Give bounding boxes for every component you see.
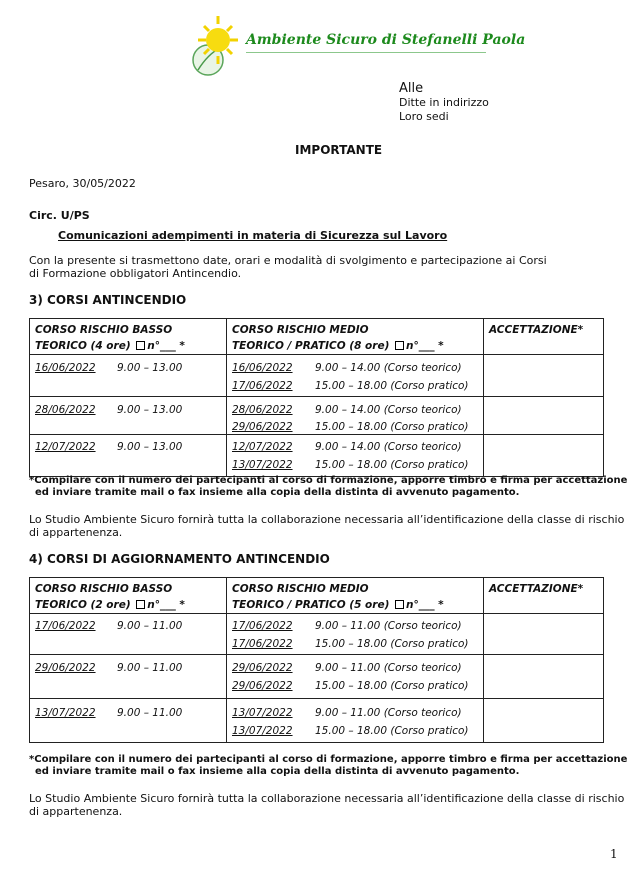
course-table: [29, 318, 604, 477]
section-heading: 4) CORSI DI AGGIORNAMENTO ANTINCENDIO: [29, 552, 330, 566]
table-row: 17/06/2022 9.00 – 11.00 17/06/2022 9.00 – 11.00 (Corso teorico) 17/06/2022 15.00 – 18.00 (Corso pratico): [30, 614, 604, 655]
checkbox-icon[interactable]: [395, 341, 404, 350]
checkbox-icon[interactable]: [395, 600, 404, 609]
checkbox-icon[interactable]: [136, 600, 145, 609]
note-line-1: *Compilare con il numero dei partecipanti al corso di formazione, apporre timbro e firma per accettazione: [29, 754, 628, 765]
footer-line-1: Lo Studio Ambiente Sicuro fornirà tutta la collaborazione necessaria all’identificazione della classe di rischio: [29, 513, 625, 526]
table-row: 29/06/2022 9.00 – 11.00 29/06/2022 9.00 – 11.00 (Corso teorico) 29/06/2022 15.00 – 18.00 (Corso pratico): [30, 655, 604, 699]
footer-line-1: Lo Studio Ambiente Sicuro fornirà tutta la collaborazione necessaria all’identificazione della classe di rischio: [29, 792, 625, 805]
table-row: 12/07/2022 9.00 – 13.00 12/07/2022 9.00 – 14.00 (Corso teorico) 13/07/2022 15.00 – 18.00 (Corso pratico): [30, 435, 604, 477]
section-heading: 3) CORSI ANTINCENDIO: [29, 293, 187, 307]
company-logo: [188, 14, 526, 76]
header-cell-medium-risk: CORSO RISCHIO MEDIO TEORICO / PRATICO (5 ore) n°___ *: [227, 578, 484, 614]
place-date: Pesaro, 30/05/2022: [29, 177, 136, 190]
addressee-line-3: Loro sedi: [399, 110, 449, 123]
intro-line-1: Con la presente si trasmettono date, orari e modalità di svolgimento e partecipazione ai Corsi: [29, 254, 547, 267]
brand-underline: [246, 52, 486, 53]
acceptance-cell[interactable]: [484, 655, 604, 699]
acceptance-cell[interactable]: [484, 435, 604, 477]
addressee-line-2: Ditte in indirizzo: [399, 96, 489, 109]
brand-name: Ambiente Sicuro di Stefanelli Paola: [246, 32, 526, 48]
page-number: 1: [610, 847, 618, 861]
header-cell-acceptance: ACCETTAZIONE*: [484, 578, 604, 614]
table-row: 28/06/2022 9.00 – 13.00 28/06/2022 9.00 – 14.00 (Corso teorico) 29/06/2022 15.00 – 18.00 (Corso pratico): [30, 397, 604, 435]
page-title: IMPORTANTE: [295, 143, 383, 157]
course-table: [29, 577, 604, 743]
note-line-2: ed inviare tramite mail o fax insieme alla copia della distinta di avvenuto pagamento.: [35, 766, 520, 777]
circular-ref: Circ. U/PS: [29, 209, 90, 222]
footer-line-2: di appartenenza.: [29, 805, 123, 818]
subject-line: Comunicazioni adempimenti in materia di Sicurezza sul Lavoro: [58, 229, 448, 242]
acceptance-cell[interactable]: [484, 355, 604, 397]
addressee-line-1: Alle: [399, 81, 424, 96]
sun-leaf-logo-icon: [188, 14, 248, 76]
acceptance-cell[interactable]: [484, 614, 604, 655]
checkbox-icon[interactable]: [136, 341, 145, 350]
note-line-1: *Compilare con il numero dei partecipanti al corso di formazione, apporre timbro e firma per accettazione: [29, 475, 628, 486]
header-cell-medium-risk: CORSO RISCHIO MEDIO TEORICO / PRATICO (8 ore) n°___ *: [227, 319, 484, 355]
note-line-2: ed inviare tramite mail o fax insieme alla copia della distinta di avvenuto pagamento.: [35, 487, 520, 498]
table-row: 13/07/2022 9.00 – 11.00 13/07/2022 9.00 – 11.00 (Corso teorico) 13/07/2022 15.00 – 18.00 (Corso pratico): [30, 699, 604, 743]
acceptance-cell[interactable]: [484, 397, 604, 435]
header-cell-acceptance: ACCETTAZIONE*: [484, 319, 604, 355]
table-row: 16/06/2022 9.00 – 13.00 16/06/2022 9.00 – 14.00 (Corso teorico) 17/06/2022 15.00 – 18.00 (Corso pratico): [30, 355, 604, 397]
acceptance-cell[interactable]: [484, 699, 604, 743]
header-cell-low-risk: CORSO RISCHIO BASSO TEORICO (2 ore) n°___ *: [30, 578, 227, 614]
header-cell-low-risk: CORSO RISCHIO BASSO TEORICO (4 ore) n°___ *: [30, 319, 227, 355]
footer-line-2: di appartenenza.: [29, 526, 123, 539]
intro-line-2: di Formazione obbligatori Antincendio.: [29, 267, 242, 280]
